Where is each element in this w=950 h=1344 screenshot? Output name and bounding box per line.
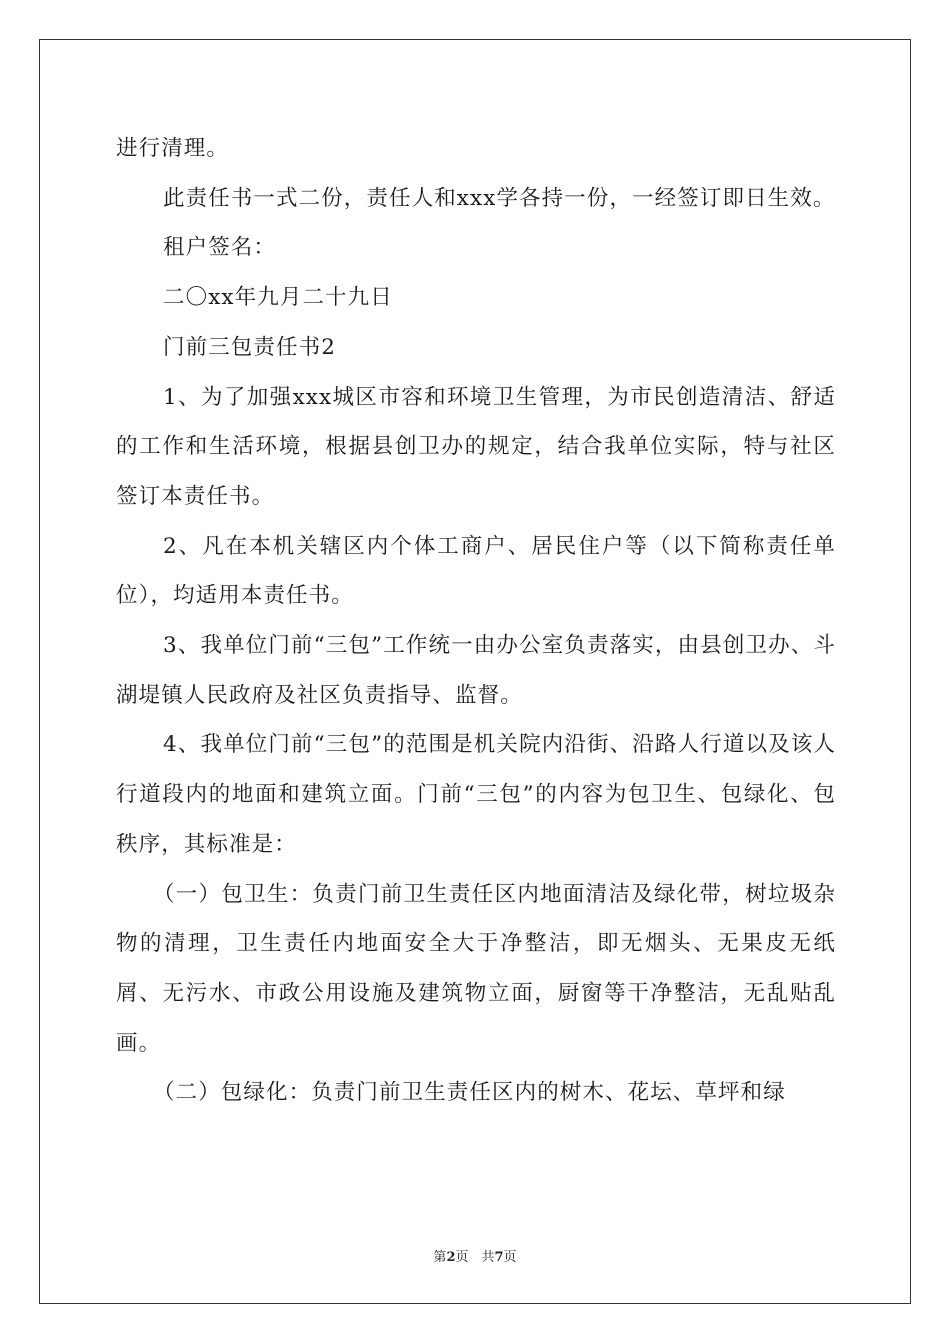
paragraph-3: 租户签名： — [163, 235, 277, 261]
paragraph-4: 二〇xx年九月二十九日 — [163, 285, 393, 311]
footer-suffix: 页 — [503, 1250, 517, 1265]
page-footer — [0, 1246, 950, 1265]
document-body — [116, 124, 836, 1118]
paragraph-5: 门前三包责任书2 — [163, 334, 336, 360]
paragraph-11: （二）包绿化：负责门前卫生责任区内的树木、花坛、草坪和绿 — [153, 1080, 786, 1106]
paragraph-9: 4、我单位门前“三包”的范围是机关院内沿街、沿路人行道以及该人行道段内的地面和建筑立面。门前“三包”的内容为包卫生、包绿化、包秩序，其标准是： — [116, 732, 836, 857]
paragraph-2: 此责任书一式二份，责任人和xxx学各持一份，一经签订即日生效。 — [163, 185, 836, 211]
footer-page-current: 2 — [446, 1250, 456, 1265]
footer-prefix: 第 — [433, 1250, 447, 1265]
paragraph-1: 进行清理。 — [116, 136, 230, 161]
paragraph-7: 2、凡在本机关辖区内个体工商户、居民住户等（以下简称责任单位），均适用本责任书。 — [116, 533, 836, 609]
paragraph-8: 3、我单位门前“三包”工作统一由办公室负责落实，由县创卫办、斗湖堤镇人民政府及社区负责指导、监督。 — [116, 633, 836, 708]
paragraph-10: （一）包卫生：负责门前卫生责任区内地面清洁及绿化带，树垃圾杂物的清理，卫生责任内地面安全大于净整洁，即无烟头、无果皮无纸屑、无污水、市政公用设施及建筑物立面，厨窗等干净整洁，无乱贴乱画。 — [116, 881, 836, 1056]
footer-mid: 页 共 — [455, 1250, 495, 1265]
paragraph-6: 1、为了加强xxx城区市容和环境卫生管理，为市民创造清洁、舒适的工作和生活环境，根据县创卫办的规定，结合我单位实际，特与社区签订本责任书。 — [116, 384, 836, 509]
footer-page-total: 7 — [494, 1250, 504, 1265]
